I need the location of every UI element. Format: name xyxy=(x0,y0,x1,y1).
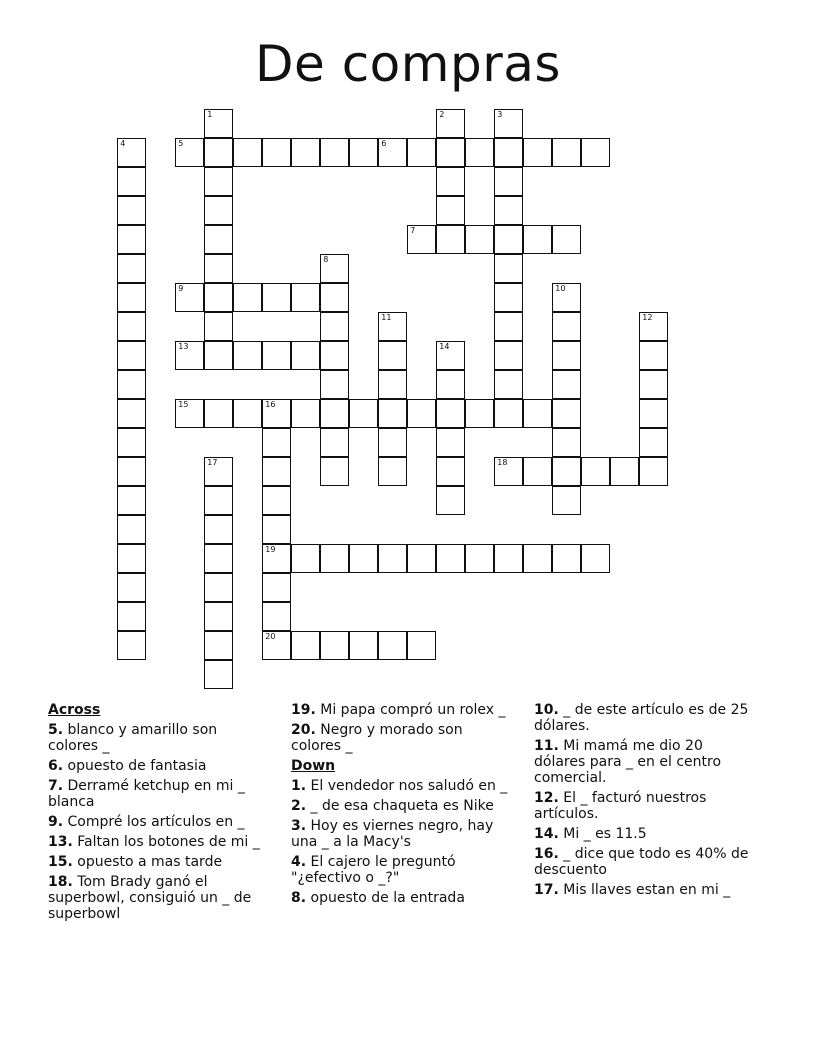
grid-cell[interactable] xyxy=(320,138,349,167)
clue-down-8 xyxy=(291,890,513,906)
grid-cell[interactable] xyxy=(291,631,320,660)
clue-number: 1. xyxy=(291,778,307,794)
clue-text: El _ facturó nuestros artículos. xyxy=(534,790,707,822)
grid-cell[interactable] xyxy=(581,457,610,486)
grid-cell[interactable] xyxy=(378,370,407,399)
grid-cell[interactable] xyxy=(204,196,233,225)
grid-cell[interactable] xyxy=(204,138,233,167)
clue-text: Mis llaves estan en mi _ xyxy=(563,882,731,898)
grid-cell[interactable] xyxy=(523,457,552,486)
grid-cell[interactable] xyxy=(262,486,291,515)
grid-cell[interactable] xyxy=(320,341,349,370)
grid-cell[interactable] xyxy=(494,225,523,254)
grid-cell[interactable] xyxy=(262,457,291,486)
grid-cell[interactable] xyxy=(233,399,262,428)
clue-text: El cajero le preguntó "¿efectivo o _?" xyxy=(291,854,456,886)
cell-number: 8 xyxy=(323,255,329,265)
grid-cell[interactable] xyxy=(117,341,146,370)
clue-number: 18. xyxy=(48,874,73,890)
clue-text: Faltan los botones de mi _ xyxy=(77,834,260,850)
grid-cell[interactable] xyxy=(320,370,349,399)
grid-cell[interactable] xyxy=(436,370,465,399)
clue-number: 2. xyxy=(291,798,307,814)
grid-cell[interactable] xyxy=(175,341,204,370)
grid-cell[interactable] xyxy=(262,283,291,312)
grid-cell[interactable] xyxy=(262,341,291,370)
grid-cell[interactable] xyxy=(494,196,523,225)
cell-number: 1 xyxy=(207,110,213,120)
cell-number: 7 xyxy=(410,226,416,236)
cell-number: 3 xyxy=(497,110,503,120)
clue-down-1 xyxy=(291,778,513,794)
clue-number: 8. xyxy=(291,890,307,906)
clue-text: opuesto de fantasia xyxy=(67,758,207,774)
grid-cell[interactable] xyxy=(233,283,262,312)
clue-across-5 xyxy=(48,722,270,754)
grid-cell[interactable] xyxy=(117,631,146,660)
grid-cell[interactable] xyxy=(494,457,523,486)
grid-cell[interactable] xyxy=(117,370,146,399)
grid-cell[interactable] xyxy=(552,312,581,341)
cell-number: 4 xyxy=(120,139,126,149)
clue-text: opuesto a mas tarde xyxy=(77,854,223,870)
clue-down-17 xyxy=(534,882,756,898)
grid-cell[interactable] xyxy=(204,486,233,515)
grid-cell[interactable] xyxy=(262,602,291,631)
grid-cell[interactable] xyxy=(204,573,233,602)
grid-cell[interactable] xyxy=(523,544,552,573)
grid-cell[interactable] xyxy=(581,544,610,573)
grid-cell[interactable] xyxy=(349,631,378,660)
grid-cell[interactable] xyxy=(523,138,552,167)
grid-cell[interactable] xyxy=(204,109,233,138)
grid-cell[interactable] xyxy=(117,515,146,544)
grid-cell[interactable] xyxy=(233,138,262,167)
across-heading: Across xyxy=(48,702,101,718)
grid-cell[interactable] xyxy=(552,370,581,399)
clue-number: 7. xyxy=(48,778,64,794)
grid-cell[interactable] xyxy=(494,370,523,399)
grid-cell[interactable] xyxy=(494,399,523,428)
cell-number: 14 xyxy=(439,342,450,352)
cell-number: 9 xyxy=(178,284,184,294)
grid-cell[interactable] xyxy=(204,254,233,283)
grid-cell[interactable] xyxy=(349,138,378,167)
grid-cell[interactable] xyxy=(117,399,146,428)
clue-down-11 xyxy=(534,738,756,786)
grid-cell[interactable] xyxy=(117,428,146,457)
clue-number: 16. xyxy=(534,846,559,862)
grid-cell[interactable] xyxy=(320,544,349,573)
clue-number: 12. xyxy=(534,790,559,806)
grid-cell[interactable] xyxy=(117,254,146,283)
grid-cell[interactable] xyxy=(465,138,494,167)
grid-cell[interactable] xyxy=(465,399,494,428)
grid-cell[interactable] xyxy=(175,399,204,428)
clues-column-2 xyxy=(291,702,513,910)
clue-down-2 xyxy=(291,798,513,814)
grid-cell[interactable] xyxy=(436,196,465,225)
grid-cell[interactable] xyxy=(436,138,465,167)
clue-number: 17. xyxy=(534,882,559,898)
clue-number: 4. xyxy=(291,854,307,870)
grid-cell[interactable] xyxy=(494,254,523,283)
grid-cell[interactable] xyxy=(436,428,465,457)
grid-cell[interactable] xyxy=(639,370,668,399)
cell-number: 15 xyxy=(178,400,189,410)
clue-down-10 xyxy=(534,702,756,734)
grid-cell[interactable] xyxy=(262,515,291,544)
clue-text: Derramé ketchup en mi _ blanca xyxy=(48,778,245,810)
grid-cell[interactable] xyxy=(117,486,146,515)
grid-cell[interactable] xyxy=(523,399,552,428)
grid-cell[interactable] xyxy=(552,544,581,573)
cell-number: 19 xyxy=(265,545,276,555)
cell-number: 6 xyxy=(381,139,387,149)
grid-cell[interactable] xyxy=(639,312,668,341)
grid-cell[interactable] xyxy=(465,225,494,254)
clue-number: 19. xyxy=(291,702,316,718)
grid-cell[interactable] xyxy=(204,312,233,341)
grid-cell[interactable] xyxy=(204,660,233,689)
grid-cell[interactable] xyxy=(117,602,146,631)
grid-cell[interactable] xyxy=(436,167,465,196)
clue-across-13 xyxy=(48,834,270,850)
grid-cell[interactable] xyxy=(291,544,320,573)
clue-number: 13. xyxy=(48,834,73,850)
grid-cell[interactable] xyxy=(407,138,436,167)
clue-text: _ de esa chaqueta es Nike xyxy=(310,798,494,814)
grid-cell[interactable] xyxy=(291,341,320,370)
grid-cell[interactable] xyxy=(407,544,436,573)
clue-down-14 xyxy=(534,826,756,842)
grid-cell[interactable] xyxy=(436,225,465,254)
puzzle-title: De compras xyxy=(255,35,561,93)
clue-text: opuesto de la entrada xyxy=(310,890,465,906)
cell-number: 2 xyxy=(439,110,445,120)
grid-cell[interactable] xyxy=(262,544,291,573)
grid-cell[interactable] xyxy=(494,544,523,573)
grid-cell[interactable] xyxy=(117,196,146,225)
grid-cell[interactable] xyxy=(349,544,378,573)
grid-cell[interactable] xyxy=(233,341,262,370)
grid-cell[interactable] xyxy=(494,283,523,312)
grid-cell[interactable] xyxy=(610,457,639,486)
grid-cell[interactable] xyxy=(117,544,146,573)
grid-cell[interactable] xyxy=(552,457,581,486)
grid-cell[interactable] xyxy=(436,109,465,138)
clue-number: 9. xyxy=(48,814,64,830)
clue-text: _ dice que todo es 40% de descuento xyxy=(534,846,749,878)
grid-cell[interactable] xyxy=(320,312,349,341)
clue-number: 5. xyxy=(48,722,64,738)
clue-across-7 xyxy=(48,778,270,810)
cell-number: 10 xyxy=(555,284,566,294)
clue-down-4 xyxy=(291,854,513,886)
grid-cell[interactable] xyxy=(291,399,320,428)
grid-cell[interactable] xyxy=(639,428,668,457)
down-heading: Down xyxy=(291,758,336,774)
grid-cell[interactable] xyxy=(320,283,349,312)
cell-number: 16 xyxy=(265,400,276,410)
grid-cell[interactable] xyxy=(204,602,233,631)
grid-cell[interactable] xyxy=(262,631,291,660)
grid-cell[interactable] xyxy=(117,457,146,486)
grid-cell[interactable] xyxy=(117,167,146,196)
clue-text: Tom Brady ganó el superbowl, consiguió un _ de superbowl xyxy=(48,874,252,922)
grid-cell[interactable] xyxy=(436,457,465,486)
grid-cell[interactable] xyxy=(349,399,378,428)
grid-cell[interactable] xyxy=(204,544,233,573)
grid-cell[interactable] xyxy=(204,167,233,196)
grid-cell[interactable] xyxy=(204,283,233,312)
grid-cell[interactable] xyxy=(117,312,146,341)
clue-text: blanco y amarillo son colores _ xyxy=(48,722,218,754)
grid-cell[interactable] xyxy=(436,544,465,573)
clue-number: 10. xyxy=(534,702,559,718)
grid-cell[interactable] xyxy=(291,283,320,312)
grid-cell[interactable] xyxy=(494,167,523,196)
grid-cell[interactable] xyxy=(320,631,349,660)
grid-cell[interactable] xyxy=(552,341,581,370)
clue-across-9 xyxy=(48,814,270,830)
clues-column-3 xyxy=(534,702,756,902)
clue-down-3 xyxy=(291,818,513,850)
grid-cell[interactable] xyxy=(436,341,465,370)
clue-across-6 xyxy=(48,758,270,774)
grid-cell[interactable] xyxy=(378,138,407,167)
clue-number: 15. xyxy=(48,854,73,870)
clue-text: Compré los artículos en _ xyxy=(67,814,245,830)
cell-number: 20 xyxy=(265,632,276,642)
grid-cell[interactable] xyxy=(639,341,668,370)
grid-cell[interactable] xyxy=(117,225,146,254)
grid-cell[interactable] xyxy=(436,486,465,515)
grid-cell[interactable] xyxy=(552,138,581,167)
cell-number: 5 xyxy=(178,139,184,149)
clue-across-18 xyxy=(48,874,270,922)
grid-cell[interactable] xyxy=(204,457,233,486)
grid-cell[interactable] xyxy=(581,138,610,167)
grid-cell[interactable] xyxy=(378,399,407,428)
clue-number: 14. xyxy=(534,826,559,842)
grid-cell[interactable] xyxy=(204,225,233,254)
grid-cell[interactable] xyxy=(204,631,233,660)
cell-number: 11 xyxy=(381,313,392,323)
clue-across-15 xyxy=(48,854,270,870)
grid-cell[interactable] xyxy=(320,457,349,486)
grid-cell[interactable] xyxy=(639,457,668,486)
grid-cell[interactable] xyxy=(494,109,523,138)
grid-cell[interactable] xyxy=(407,225,436,254)
clue-down-12 xyxy=(534,790,756,822)
grid-cell[interactable] xyxy=(320,399,349,428)
grid-cell[interactable] xyxy=(378,631,407,660)
grid-cell[interactable] xyxy=(436,399,465,428)
grid-cell[interactable] xyxy=(494,312,523,341)
grid-cell[interactable] xyxy=(494,341,523,370)
clue-text: El vendedor nos saludó en _ xyxy=(310,778,508,794)
grid-cell[interactable] xyxy=(552,225,581,254)
grid-cell[interactable] xyxy=(639,399,668,428)
cell-number: 17 xyxy=(207,458,218,468)
clue-text: Mi mamá me dio 20 dólares para _ en el centro comercial. xyxy=(534,738,722,786)
grid-cell[interactable] xyxy=(320,254,349,283)
grid-cell[interactable] xyxy=(262,428,291,457)
grid-cell[interactable] xyxy=(494,138,523,167)
grid-cell[interactable] xyxy=(262,138,291,167)
grid-cell[interactable] xyxy=(552,486,581,515)
clue-number: 6. xyxy=(48,758,64,774)
grid-cell[interactable] xyxy=(552,399,581,428)
clue-across-20 xyxy=(291,722,513,754)
clue-number: 11. xyxy=(534,738,559,754)
clue-text: Mi papa compró un rolex _ xyxy=(320,702,506,718)
grid-cell[interactable] xyxy=(552,428,581,457)
grid-cell[interactable] xyxy=(407,399,436,428)
clues-column-1 xyxy=(48,702,270,926)
grid-cell[interactable] xyxy=(378,428,407,457)
grid-cell[interactable] xyxy=(291,138,320,167)
clue-number: 20. xyxy=(291,722,316,738)
grid-cell[interactable] xyxy=(204,341,233,370)
grid-cell[interactable] xyxy=(175,138,204,167)
clue-number: 3. xyxy=(291,818,307,834)
cell-number: 12 xyxy=(642,313,653,323)
grid-cell[interactable] xyxy=(552,283,581,312)
cell-number: 13 xyxy=(178,342,189,352)
grid-cell[interactable] xyxy=(320,428,349,457)
grid-cell[interactable] xyxy=(262,399,291,428)
clue-across-19 xyxy=(291,702,513,718)
grid-cell[interactable] xyxy=(117,138,146,167)
clue-text: Mi _ es 11.5 xyxy=(563,826,647,842)
grid-cell[interactable] xyxy=(175,283,204,312)
clue-text: _ de este artículo es de 25 dólares. xyxy=(534,702,749,734)
grid-cell[interactable] xyxy=(465,544,494,573)
grid-cell[interactable] xyxy=(117,283,146,312)
grid-cell[interactable] xyxy=(378,341,407,370)
grid-cell[interactable] xyxy=(378,312,407,341)
grid-cell[interactable] xyxy=(523,225,552,254)
clue-text: Negro y morado son colores _ xyxy=(291,722,463,754)
clue-down-16 xyxy=(534,846,756,878)
grid-cell[interactable] xyxy=(407,631,436,660)
grid-cell[interactable] xyxy=(378,544,407,573)
grid-cell[interactable] xyxy=(204,399,233,428)
grid-cell[interactable] xyxy=(378,457,407,486)
grid-cell[interactable] xyxy=(204,515,233,544)
cell-number: 18 xyxy=(497,458,508,468)
grid-cell[interactable] xyxy=(117,573,146,602)
grid-cell[interactable] xyxy=(262,573,291,602)
clue-text: Hoy es viernes negro, hay una _ a la Macy's xyxy=(291,818,494,850)
